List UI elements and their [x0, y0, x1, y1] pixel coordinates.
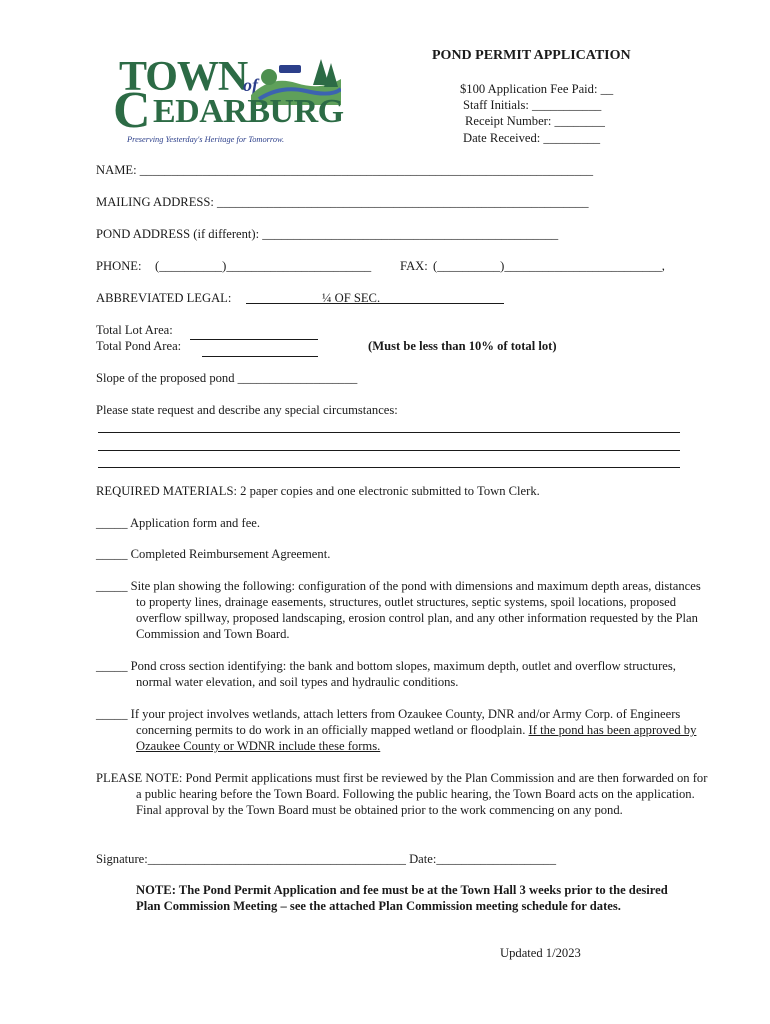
logo-of-text: of — [243, 75, 258, 95]
total-pond-area-label: Total Pond Area: — [96, 339, 182, 353]
logo-town-text: TOWN — [119, 54, 248, 100]
must-be-less-note: (Must be less than 10% of total lot) — [368, 339, 557, 353]
logo-edarburg-text: EDARBURG — [153, 93, 344, 130]
form-title: POND PERMIT APPLICATION — [432, 48, 631, 63]
receipt-number-line: Receipt Number: ________ — [465, 114, 605, 128]
name-field[interactable]: NAME: ________________________________________________________________________ — [96, 163, 594, 177]
legal-blank-1[interactable] — [246, 303, 322, 304]
slope-field[interactable]: Slope of the proposed pond ___________________ — [96, 371, 358, 385]
quarter-of-sec-label: ¼ OF SEC. — [322, 291, 381, 305]
wetlands-underlined-text: If the pond has been approved by Ozaukee County or WDNR include these forms. — [136, 723, 697, 753]
phone-label: PHONE: — [96, 259, 142, 273]
fax-field[interactable]: (__________)_________________________, — [433, 259, 665, 273]
fee-paid-line: $100 Application Fee Paid: __ — [460, 82, 614, 96]
please-note-paragraph: PLEASE NOTE: Pond Permit applications must first be reviewed by the Plan Commission and are then forwarded on for a public hearing before the Town Board. Following the public hearing, the Town Board acts on the application. Final approval by the Town Board must be obtained prior to the work commencing on any pond. — [96, 771, 708, 817]
wetlands-text: _____ If your project involves wetlands, attach letters from Ozaukee County, DNR and/or Army Corp. of Engineers concerning permits to do work in an officially mapped wetland or floodplain. — [96, 707, 681, 737]
required-item-application[interactable]: _____ Application form and fee. — [96, 516, 261, 530]
pond-address-field[interactable]: POND ADDRESS (if different): _______________________________________________ — [96, 227, 559, 241]
date-received-line: Date Received: _________ — [463, 131, 601, 145]
abbreviated-legal-label: ABBREVIATED LEGAL: — [96, 291, 232, 305]
lot-area-blank[interactable] — [190, 339, 318, 340]
mailing-address-field[interactable]: MAILING ADDRESS: ___________________________________________________________ — [96, 195, 589, 209]
required-item-cross-section[interactable]: _____ Pond cross section identifying: the bank and bottom slopes, maximum depth, outlet and overflow structures, normal water elevation, and soil types and hydraulic conditions. — [96, 659, 676, 689]
required-item-site-plan[interactable]: _____ Site plan showing the following: configuration of the pond with dimensions and maximum depth areas, distances to property lines, drainage easements, structures, outlet structures, septic systems, spoil locations, proposed overflow spillway, proposed landscaping, erosion control plan, and any other information requested by the Plan Commission and Town Board. — [96, 579, 701, 641]
town-logo — [113, 54, 344, 150]
logo-c-letter: C — [113, 82, 151, 139]
phone-field[interactable]: (__________)_______________________ — [155, 259, 372, 273]
request-label: Please state request and describe any special circumstances: — [96, 403, 398, 417]
required-item-wetlands[interactable] — [96, 706, 716, 754]
staff-initials-line: Staff Initials: ___________ — [463, 98, 602, 112]
request-line-2[interactable] — [98, 450, 680, 451]
request-line-1[interactable] — [98, 432, 680, 433]
required-materials-heading: REQUIRED MATERIALS: 2 paper copies and one electronic submitted to Town Clerk. — [96, 484, 540, 498]
signature-date-line[interactable]: Signature:_________________________________________ Date:___________________ — [96, 852, 556, 866]
bold-note-paragraph: NOTE: The Pond Permit Application and fee must be at the Town Hall 3 weeks prior to the desired Plan Commission Meeting – see the attached Plan Commission meeting schedule for dates. — [136, 883, 668, 913]
logo-tagline: Preserving Yesterday's Heritage for Tomorrow. — [127, 135, 285, 144]
fax-label: FAX: — [400, 259, 428, 273]
updated-date: Updated 1/2023 — [500, 946, 581, 960]
legal-blank-2[interactable] — [322, 303, 504, 304]
required-item-reimbursement[interactable]: _____ Completed Reimbursement Agreement. — [96, 547, 331, 561]
total-lot-area-label: Total Lot Area: — [96, 323, 173, 337]
pond-area-blank[interactable] — [202, 356, 318, 357]
request-line-3[interactable] — [98, 467, 680, 468]
